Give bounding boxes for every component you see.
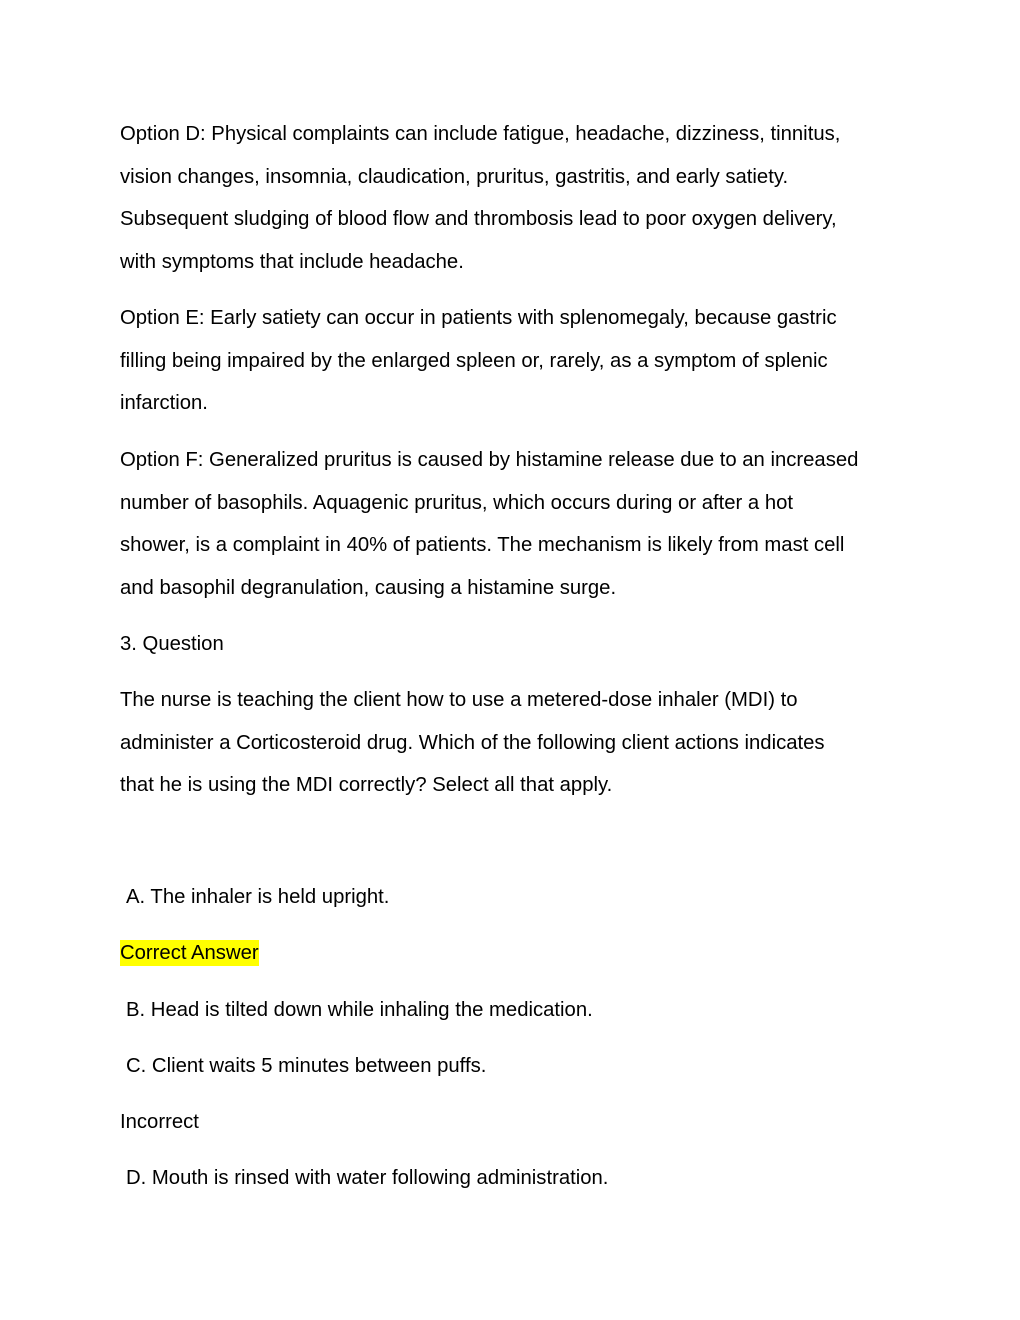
choice-a-feedback — [120, 932, 910, 975]
text-line: that he is using the MDI correctly? Select all that apply. — [120, 774, 613, 796]
text-line: Option D: Physical complaints can include fatigue, headache, dizziness, tinnitus, — [120, 123, 841, 145]
choice-c: C. Client waits 5 minutes between puffs. — [126, 1055, 487, 1077]
question-text — [120, 679, 910, 807]
choice-c-feedback — [120, 1101, 910, 1144]
text-line: Option F: Generalized pruritus is caused by histamine release due to an increased — [120, 449, 859, 471]
option-d-paragraph — [120, 113, 910, 283]
text-line: with symptoms that include headache. — [120, 250, 464, 273]
correct-answer-badge: Correct Answer — [120, 942, 259, 964]
text-line: vision changes, insomnia, claudication, pruritus, gastritis, and early satiety. — [120, 165, 789, 188]
text-line: The nurse is teaching the client how to use a metered-dose inhaler (MDI) to — [120, 689, 798, 711]
text-line: Subsequent sludging of blood flow and thrombosis lead to poor oxygen delivery, — [120, 208, 837, 230]
option-f-paragraph — [120, 439, 910, 609]
choice-a: A. The inhaler is held upright. — [126, 886, 390, 908]
text-line: shower, is a complaint in 40% of patients. The mechanism is likely from mast cell — [120, 534, 845, 556]
text-line: and basophil degranulation, causing a histamine surge. — [120, 576, 617, 599]
question-heading: 3. Question — [120, 633, 224, 655]
choice-b: B. Head is tilted down while inhaling the medication. — [126, 999, 593, 1021]
text-line: infarction. — [120, 392, 208, 414]
text-line: administer a Corticosteroid drug. Which of the following client actions indicates — [120, 731, 825, 754]
text-line: number of basophils. Aquagenic pruritus, which occurs during or after a hot — [120, 491, 794, 514]
text-line: Option E: Early satiety can occur in patients with splenomegaly, because gastric — [120, 307, 837, 329]
text-line: filling being impaired by the enlarged spleen or, rarely, as a symptom of splenic — [120, 349, 828, 372]
option-e-paragraph — [120, 297, 910, 425]
choice-d: D. Mouth is rinsed with water following administration. — [126, 1167, 609, 1189]
incorrect-label: Incorrect — [120, 1111, 199, 1133]
